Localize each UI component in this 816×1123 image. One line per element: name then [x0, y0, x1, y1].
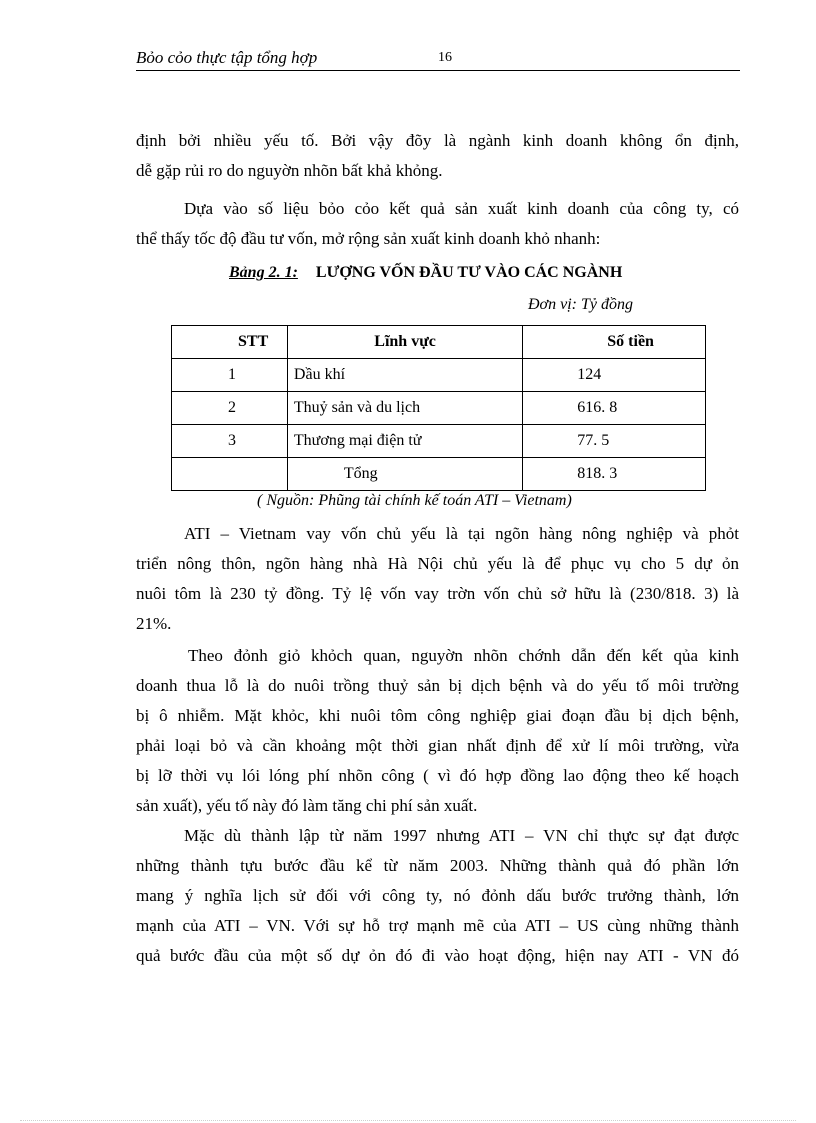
header-rule — [136, 70, 740, 71]
text-line: 21%. — [136, 614, 172, 633]
column-header-field: Lĩnh vực — [287, 326, 522, 359]
text-line: Theo đỏnh giỏ khỏch quan, nguyờn nhõn chớnh dẫn đến kết qủa kinh — [188, 646, 739, 665]
text-line: triển nông thôn, ngõn hàng nhà Hà Nội chủ yếu là để phục vụ cho 5 dự ỏn — [136, 554, 739, 573]
text-line: bị lỡ thời vụ lói lóng phí nhõn công ( vì đó hợp đồng lao động theo kế hoạch — [136, 766, 739, 785]
cell-amount: 77. 5 — [523, 425, 706, 458]
text-line: định bởi nhiều yếu tố. Bởi vậy đõy là ngành kinh doanh không ổn định, — [136, 131, 739, 150]
text-line: dễ gặp rủi ro do nguyờn nhõn bất khả khỏng. — [136, 161, 443, 180]
text-line: ATI – Vietnam vay vốn chủ yếu là tại ngõn hàng nông nghiệp và phỏt — [184, 524, 739, 543]
table-row — [172, 425, 706, 458]
table-row — [172, 359, 706, 392]
page-bottom-border — [20, 1120, 796, 1121]
text-line: mang ý nghĩa lịch sử đối với công ty, nó đỏnh dấu bước trưởng thành, lớn — [136, 886, 739, 905]
cell-stt: 3 — [172, 425, 288, 458]
cell-empty — [172, 458, 288, 491]
investment-table — [171, 325, 706, 491]
text-line: doanh thua lỗ là do nuôi trồng thuỷ sản bị dịch bệnh và do yếu tố môi trường — [136, 676, 739, 695]
column-header-amount: Số tiền — [523, 326, 706, 359]
table-unit: Đơn vị: Tỷ đồng — [528, 296, 633, 313]
cell-field: Thương mại điện tử — [287, 425, 522, 458]
table-source: ( Nguồn: Phũng tài chính kế toán ATI – Vietnam) — [257, 492, 572, 509]
table-row — [172, 392, 706, 425]
table-total-row — [172, 458, 706, 491]
cell-total-label: Tổng — [287, 458, 522, 491]
cell-amount: 124 — [523, 359, 706, 392]
table-header-row — [172, 326, 706, 359]
text-line: những thành tựu bước đầu kể từ năm 2003. Những thành quả đó phần lớn — [136, 856, 739, 875]
paragraph-history — [136, 821, 739, 971]
table-label: Bảng 2. 1: — [229, 264, 298, 281]
cell-stt: 2 — [172, 392, 288, 425]
text-line: thể thấy tốc độ đầu tư vốn, mở rộng sản xuất kinh doanh khỏ nhanh: — [136, 229, 601, 248]
cell-amount: 616. 8 — [523, 392, 706, 425]
intro-paragraph — [136, 126, 739, 186]
text-line: nuôi tôm là 230 tỷ đồng. Tỷ lệ vốn vay trờn vốn chủ sở hữu là (230/818. 3) là — [136, 584, 739, 603]
column-header-stt: STT — [172, 326, 288, 359]
text-line: mạnh của ATI – VN. Với sự hỗ trợ mạnh mẽ của ATI – US cùng những thành — [136, 916, 739, 935]
page-header — [136, 48, 740, 72]
text-line: quả bước đầu của một số dự ỏn đó đi vào hoạt động, hiện nay ATI - VN đó — [136, 946, 739, 965]
document-title: Bỏo cỏo thực tập tổng hợp — [136, 48, 318, 67]
paragraph-loans — [136, 519, 739, 639]
text-line: Dựa vào số liệu bỏo cỏo kết quả sản xuất kinh doanh của công ty, có — [184, 199, 739, 218]
cell-stt: 1 — [172, 359, 288, 392]
paragraph-causes — [136, 641, 739, 821]
cell-total-amount: 818. 3 — [523, 458, 706, 491]
text-line: Mặc dù thành lập từ năm 1997 nhưng ATI – VN chỉ thực sự đạt được — [184, 826, 739, 845]
text-line: sản xuất), yếu tố này đó làm tăng chi phí sản xuất. — [136, 796, 478, 815]
text-line: phải loại bỏ và cần khoảng một thời gian nhất định để xử lí môi trường, vừa — [136, 736, 739, 755]
table-caption — [229, 264, 622, 282]
page-number: 16 — [438, 50, 452, 65]
paragraph-data-intro — [136, 194, 739, 254]
cell-field: Dầu khí — [287, 359, 522, 392]
cell-field: Thuỷ sản và du lịch — [287, 392, 522, 425]
text-line: bị ô nhiễm. Mặt khỏc, khi nuôi tôm công nghiệp giai đoạn đầu bị dịch bệnh, — [136, 706, 739, 725]
table-title: LƯỢNG VỐN ĐẦU TƯ VÀO CÁC NGÀNH — [315, 264, 623, 281]
